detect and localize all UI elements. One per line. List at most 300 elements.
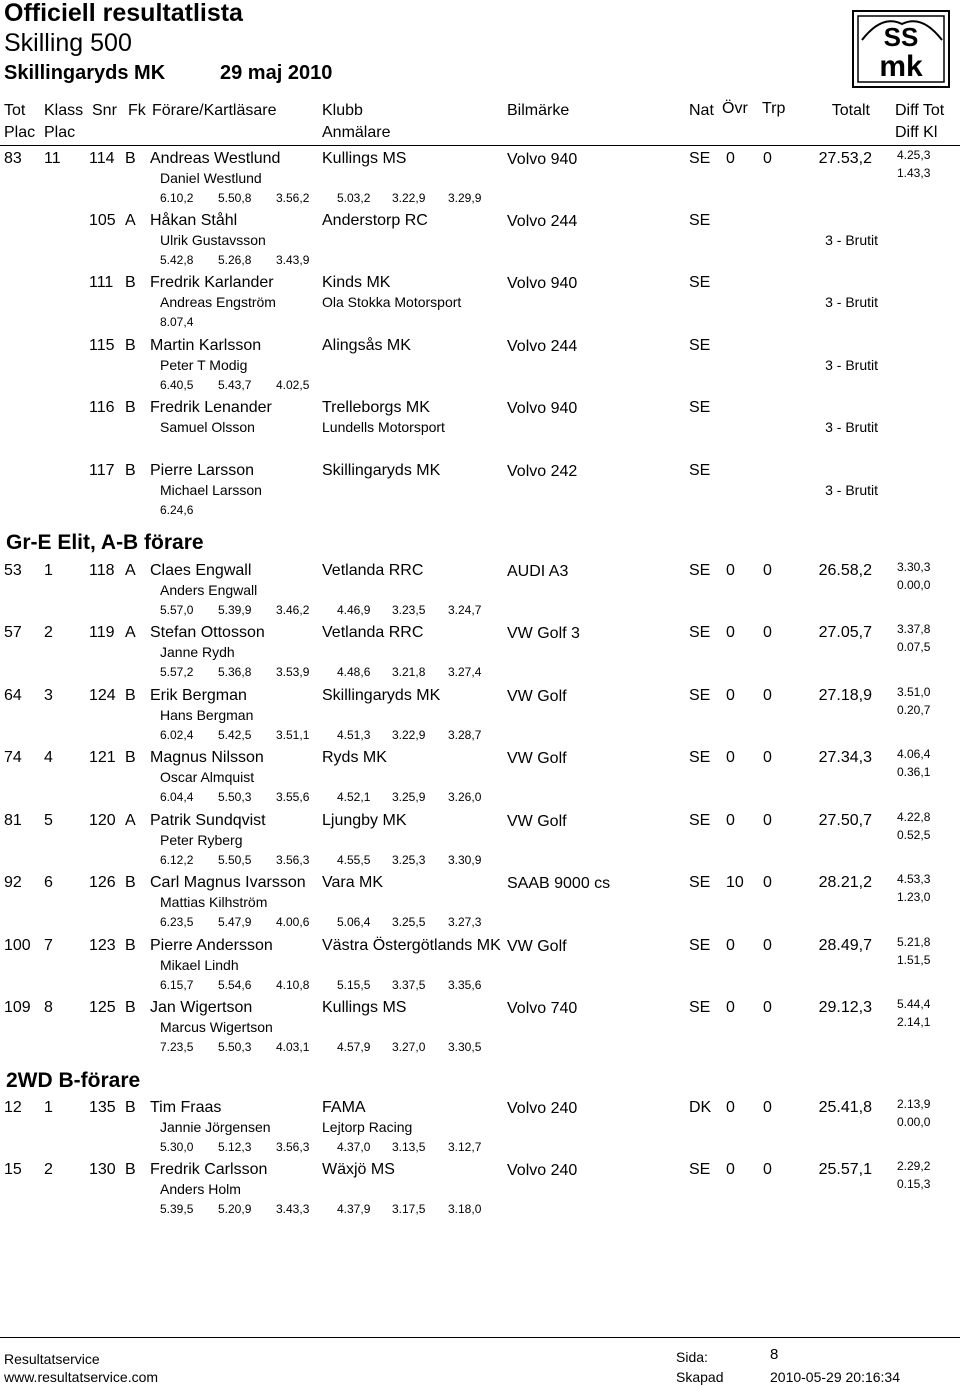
stage-time: 3.13,5	[392, 1140, 426, 1154]
start-number: 105	[89, 212, 116, 229]
total-place: 12	[4, 1099, 22, 1116]
start-number: 120	[89, 812, 116, 829]
stage-time: 5.50,3	[218, 790, 252, 804]
start-number: 118	[89, 562, 115, 579]
driver-name: Magnus Nilsson	[150, 749, 264, 766]
diff-class: 0.00,0	[897, 578, 931, 592]
codriver-name: Marcus Wigertson	[160, 1019, 273, 1035]
stage-time: 5.47,9	[218, 915, 252, 929]
stage-time: 3.26,0	[448, 790, 482, 804]
diff-total: 2.13,9	[897, 1097, 931, 1111]
car-model: Volvo 240	[507, 1162, 578, 1179]
trp-value: 0	[763, 812, 772, 829]
car-model: VW Golf	[507, 938, 567, 955]
trp-value: 0	[763, 1099, 772, 1116]
stage-time: 3.55,6	[276, 790, 310, 804]
class-place: 2	[44, 624, 53, 641]
stage-time: 3.30,9	[448, 853, 482, 867]
fk-code: B	[125, 687, 136, 704]
total-time: 28.49,7	[818, 937, 872, 954]
nationality: SE	[689, 399, 711, 416]
class-place: 1	[44, 562, 53, 579]
stage-time: 5.39,9	[218, 603, 252, 617]
nationality: SE	[689, 812, 711, 829]
club-name: Skillingaryds MK	[322, 687, 441, 704]
nationality: SE	[689, 999, 711, 1016]
trp-value: 0	[763, 999, 772, 1016]
stage-time: 5.50,8	[218, 191, 252, 205]
stage-time: 3.56,3	[276, 853, 310, 867]
total-time: 29.12,3	[818, 999, 872, 1016]
club-name: Kullings MS	[322, 150, 407, 167]
stage-time: 6.04,4	[160, 790, 194, 804]
fk-code: B	[125, 749, 136, 766]
stage-time: 4.37,0	[337, 1140, 371, 1154]
total-place: 100	[4, 937, 31, 954]
total-place: 81	[4, 812, 22, 829]
total-time: 27.05,7	[818, 624, 872, 641]
driver-name: Jan Wigertson	[150, 999, 253, 1016]
footer-skapad-value: 2010-05-29 20:16:34	[770, 1369, 900, 1385]
codriver-name: Michael Larsson	[160, 482, 262, 498]
event-name: Skilling 500	[4, 29, 132, 57]
club-name: Ryds MK	[322, 749, 387, 766]
club-name: Vara MK	[322, 874, 384, 891]
codriver-name: Anders Holm	[160, 1181, 241, 1197]
stage-time: 3.25,3	[392, 853, 426, 867]
nationality: SE	[689, 874, 711, 891]
footer-service: Resultatservice	[4, 1351, 100, 1367]
entrant-name: Lejtorp Racing	[322, 1119, 413, 1135]
diff-total: 4.53,3	[897, 872, 931, 886]
driver-name: Claes Engwall	[150, 562, 252, 579]
diff-total: 3.30,3	[897, 560, 931, 574]
class-place: 6	[44, 874, 53, 891]
club-logo	[852, 10, 950, 88]
fk-code: A	[125, 812, 136, 829]
driver-name: Fredrik Karlander	[150, 274, 274, 291]
codriver-name: Hans Bergman	[160, 707, 254, 723]
nationality: SE	[689, 562, 711, 579]
total-time: 27.50,7	[818, 812, 872, 829]
fk-code: B	[125, 399, 136, 416]
codriver-name: Ulrik Gustavsson	[160, 232, 266, 248]
trp-value: 0	[763, 687, 772, 704]
trp-value: 0	[763, 562, 772, 579]
car-model: Volvo 940	[507, 400, 578, 417]
stage-time: 3.22,9	[392, 191, 426, 205]
col-diffkl: Diff Kl	[895, 124, 938, 141]
car-model: VW Golf	[507, 688, 567, 705]
stage-time: 3.29,9	[448, 191, 482, 205]
stage-time: 4.10,8	[276, 978, 310, 992]
total-place: 57	[4, 624, 22, 641]
start-number: 135	[89, 1099, 116, 1116]
club-name: Trelleborgs MK	[322, 399, 430, 416]
stage-time: 4.02,5	[276, 378, 310, 392]
diff-class: 0.07,5	[897, 640, 931, 654]
diff-class: 0.52,5	[897, 828, 931, 842]
diff-class: 1.51,5	[897, 953, 931, 967]
stage-time: 4.55,5	[337, 853, 371, 867]
class-place: 8	[44, 999, 53, 1016]
stage-time: 4.52,1	[337, 790, 371, 804]
stage-time: 3.21,8	[392, 665, 426, 679]
total-time: 28.21,2	[818, 874, 872, 891]
col-bilmarke: Bilmärke	[507, 102, 570, 119]
start-number: 126	[89, 874, 116, 891]
nationality: SE	[689, 687, 711, 704]
start-number: 124	[89, 687, 116, 704]
class-place: 11	[44, 150, 61, 167]
diff-class: 0.15,3	[897, 1177, 931, 1191]
stage-time: 5.15,5	[337, 978, 371, 992]
page-title: Officiell resultatlista	[4, 0, 243, 27]
col-ovr: Övr	[722, 100, 748, 117]
fk-code: B	[125, 274, 136, 291]
col-difftot: Diff Tot	[895, 102, 945, 119]
stage-time: 3.23,5	[392, 603, 426, 617]
diff-class: 1.43,3	[897, 166, 931, 180]
club-name: Ljungby MK	[322, 812, 407, 829]
stage-time: 4.00,6	[276, 915, 310, 929]
col-trp: Trp	[762, 100, 786, 117]
nationality: SE	[689, 624, 711, 641]
trp-value: 0	[763, 937, 772, 954]
start-number: 115	[89, 337, 115, 354]
driver-name: Martin Karlsson	[150, 337, 262, 354]
nationality: SE	[689, 749, 711, 766]
stage-time: 3.25,5	[392, 915, 426, 929]
col-anmalare: Anmälare	[322, 124, 391, 141]
stage-time: 3.43,9	[276, 253, 310, 267]
stage-time: 5.50,3	[218, 1040, 252, 1054]
stage-time: 3.24,7	[448, 603, 482, 617]
nationality: DK	[689, 1099, 712, 1116]
group-title: Gr-E Elit, A-B förare	[6, 531, 204, 554]
organizer-club: Skillingaryds MK	[4, 62, 166, 84]
col-plac-tot: Plac	[4, 124, 36, 141]
club-name: Kullings MS	[322, 999, 407, 1016]
svg-text:mk: mk	[879, 50, 923, 83]
fk-code: B	[125, 462, 136, 479]
trp-value: 0	[763, 624, 772, 641]
fk-code: A	[125, 624, 136, 641]
total-place: 92	[4, 874, 22, 891]
col-plac-klass: Plac	[44, 124, 76, 141]
ovr-value: 0	[726, 562, 735, 579]
start-number: 121	[89, 749, 116, 766]
header-divider	[0, 145, 960, 146]
stage-time: 6.15,7	[160, 978, 194, 992]
total-place: 64	[4, 687, 22, 704]
nationality: SE	[689, 937, 711, 954]
car-model: SAAB 9000 cs	[507, 875, 611, 892]
start-number: 123	[89, 937, 116, 954]
footer-sida-value: 8	[770, 1346, 779, 1363]
col-tot: Tot	[4, 102, 26, 119]
ovr-value: 0	[726, 812, 735, 829]
stage-time: 8.07,4	[160, 315, 194, 329]
stage-time: 5.03,2	[337, 191, 371, 205]
diff-total: 4.06,4	[897, 747, 931, 761]
driver-name: Pierre Andersson	[150, 937, 273, 954]
start-number: 130	[89, 1161, 116, 1178]
ovr-value: 10	[726, 874, 744, 891]
car-model: VW Golf 3	[507, 625, 580, 642]
col-snr: Snr	[92, 102, 117, 119]
club-name: Anderstorp RC	[322, 212, 428, 229]
fk-code: A	[125, 212, 136, 229]
stage-time: 6.02,4	[160, 728, 194, 742]
stage-time: 5.06,4	[337, 915, 371, 929]
trp-value: 0	[763, 150, 772, 167]
stage-time: 5.54,6	[218, 978, 252, 992]
start-number: 117	[89, 462, 115, 479]
ovr-value: 0	[726, 1099, 735, 1116]
stage-time: 5.20,9	[218, 1202, 252, 1216]
stage-time: 4.37,9	[337, 1202, 371, 1216]
fk-code: B	[125, 874, 136, 891]
stage-time: 3.27,0	[392, 1040, 426, 1054]
trp-value: 0	[763, 749, 772, 766]
stage-time: 3.22,9	[392, 728, 426, 742]
ovr-value: 0	[726, 624, 735, 641]
entrant-name: Ola Stokka Motorsport	[322, 294, 462, 310]
ovr-value: 0	[726, 937, 735, 954]
stage-time: 3.37,5	[392, 978, 426, 992]
total-place: 15	[4, 1161, 22, 1178]
car-model: Volvo 940	[507, 151, 578, 168]
status-badge: 3 - Brutit	[825, 419, 878, 435]
stage-time: 4.51,3	[337, 728, 371, 742]
driver-name: Andreas Westlund	[150, 150, 281, 167]
stage-time: 6.23,5	[160, 915, 194, 929]
entrant-name: Lundells Motorsport	[322, 419, 445, 435]
total-place: 109	[4, 999, 31, 1016]
trp-value: 0	[763, 1161, 772, 1178]
footer-sida-label: Sida:	[676, 1349, 708, 1365]
driver-name: Pierre Larsson	[150, 462, 255, 479]
stage-time: 7.23,5	[160, 1040, 194, 1054]
codriver-name: Jannie Jörgensen	[160, 1119, 271, 1135]
status-badge: 3 - Brutit	[825, 294, 878, 310]
club-name: Vetlanda RRC	[322, 562, 424, 579]
diff-total: 5.44,4	[897, 997, 931, 1011]
footer-skapad-label: Skapad	[676, 1369, 724, 1385]
class-place: 4	[44, 749, 53, 766]
codriver-name: Andreas Engström	[160, 294, 276, 310]
stage-time: 5.12,3	[218, 1140, 252, 1154]
start-number: 119	[89, 624, 115, 641]
diff-total: 4.25,3	[897, 148, 931, 162]
car-model: Volvo 740	[507, 1000, 578, 1017]
codriver-name: Mattias Kilhström	[160, 894, 268, 910]
stage-time: 3.56,2	[276, 191, 310, 205]
ovr-value: 0	[726, 687, 735, 704]
ovr-value: 0	[726, 150, 735, 167]
driver-name: Stefan Ottosson	[150, 624, 265, 641]
nationality: SE	[689, 1161, 711, 1178]
col-klass: Klass	[44, 102, 84, 119]
fk-code: B	[125, 150, 136, 167]
club-name: Wäxjö MS	[322, 1161, 395, 1178]
driver-name: Fredrik Carlsson	[150, 1161, 268, 1178]
diff-total: 3.51,0	[897, 685, 931, 699]
codriver-name: Samuel Olsson	[160, 419, 255, 435]
stage-time: 5.42,5	[218, 728, 252, 742]
stage-time: 5.39,5	[160, 1202, 194, 1216]
stage-time: 5.36,8	[218, 665, 252, 679]
ovr-value: 0	[726, 749, 735, 766]
car-model: Volvo 244	[507, 213, 578, 230]
nationality: SE	[689, 462, 711, 479]
group-title: 2WD B-förare	[6, 1069, 141, 1092]
codriver-name: Daniel Westlund	[160, 170, 262, 186]
nationality: SE	[689, 212, 711, 229]
stage-time: 3.51,1	[276, 728, 310, 742]
col-nat: Nat	[689, 102, 714, 119]
stage-time: 6.12,2	[160, 853, 194, 867]
fk-code: B	[125, 1099, 136, 1116]
stage-time: 5.30,0	[160, 1140, 194, 1154]
nationality: SE	[689, 274, 711, 291]
stage-time: 6.24,6	[160, 503, 194, 517]
col-forare: Förare/Kartläsare	[152, 102, 277, 119]
start-number: 114	[89, 150, 115, 167]
codriver-name: Peter Ryberg	[160, 832, 243, 848]
car-model: AUDI A3	[507, 563, 569, 580]
stage-time: 6.40,5	[160, 378, 194, 392]
diff-class: 0.20,7	[897, 703, 931, 717]
driver-name: Fredrik Lenander	[150, 399, 272, 416]
class-place: 7	[44, 937, 53, 954]
stage-time: 5.57,0	[160, 603, 194, 617]
stage-time: 4.03,1	[276, 1040, 310, 1054]
total-place: 83	[4, 150, 22, 167]
diff-class: 0.36,1	[897, 765, 931, 779]
total-time: 27.18,9	[818, 687, 872, 704]
stage-time: 4.48,6	[337, 665, 371, 679]
class-place: 3	[44, 687, 53, 704]
stage-time: 3.43,3	[276, 1202, 310, 1216]
stage-time: 4.57,9	[337, 1040, 371, 1054]
col-totalt: Totalt	[831, 102, 870, 119]
trp-value: 0	[763, 874, 772, 891]
car-model: VW Golf	[507, 750, 567, 767]
total-time: 25.57,1	[818, 1161, 872, 1178]
fk-code: B	[125, 337, 136, 354]
stage-time: 3.56,3	[276, 1140, 310, 1154]
total-time: 25.41,8	[818, 1099, 872, 1116]
class-place: 2	[44, 1161, 53, 1178]
codriver-name: Peter T Modig	[160, 357, 248, 373]
stage-time: 3.25,9	[392, 790, 426, 804]
stage-time: 3.27,3	[448, 915, 482, 929]
footer-divider	[0, 1337, 960, 1338]
car-model: Volvo 244	[507, 338, 578, 355]
total-place: 53	[4, 562, 22, 579]
club-name: Kinds MK	[322, 274, 391, 291]
start-number: 111	[89, 274, 114, 291]
diff-total: 5.21,8	[897, 935, 931, 949]
stage-time: 3.12,7	[448, 1140, 482, 1154]
stage-time: 3.17,5	[392, 1202, 426, 1216]
stage-time: 3.53,9	[276, 665, 310, 679]
codriver-name: Mikael Lindh	[160, 957, 239, 973]
col-fk: Fk	[128, 102, 146, 119]
stage-time: 3.35,6	[448, 978, 482, 992]
ovr-value: 0	[726, 999, 735, 1016]
driver-name: Patrik Sundqvist	[150, 812, 266, 829]
diff-class: 2.14,1	[897, 1015, 931, 1029]
diff-class: 1.23,0	[897, 890, 931, 904]
car-model: Volvo 240	[507, 1100, 578, 1117]
stage-time: 3.30,5	[448, 1040, 482, 1054]
svg-text:SS: SS	[883, 22, 919, 52]
club-name: Vetlanda RRC	[322, 624, 424, 641]
fk-code: A	[125, 562, 136, 579]
class-place: 5	[44, 812, 53, 829]
club-name: FAMA	[322, 1099, 366, 1116]
driver-name: Erik Bergman	[150, 687, 247, 704]
stage-time: 5.43,7	[218, 378, 252, 392]
codriver-name: Oscar Almquist	[160, 769, 255, 785]
total-place: 74	[4, 749, 22, 766]
col-klubb: Klubb	[322, 102, 363, 119]
car-model: Volvo 940	[507, 275, 578, 292]
total-time: 27.53,2	[818, 150, 872, 167]
status-badge: 3 - Brutit	[825, 482, 878, 498]
car-model: VW Golf	[507, 813, 567, 830]
class-place: 1	[44, 1099, 53, 1116]
ovr-value: 0	[726, 1161, 735, 1178]
codriver-name: Anders Engwall	[160, 582, 258, 598]
nationality: SE	[689, 150, 711, 167]
event-date: 29 maj 2010	[220, 62, 333, 84]
diff-total: 4.22,8	[897, 810, 931, 824]
driver-name: Håkan Ståhl	[150, 212, 238, 229]
club-name: Västra Östergötlands MK	[322, 937, 501, 954]
driver-name: Carl Magnus Ivarsson	[150, 874, 306, 891]
stage-time: 4.46,9	[337, 603, 371, 617]
fk-code: B	[125, 937, 136, 954]
total-time: 26.58,2	[818, 562, 872, 579]
nationality: SE	[689, 337, 711, 354]
diff-total: 2.29,2	[897, 1159, 931, 1173]
total-time: 27.34,3	[818, 749, 872, 766]
start-number: 125	[89, 999, 116, 1016]
car-model: Volvo 242	[507, 463, 578, 480]
stage-time: 3.28,7	[448, 728, 482, 742]
diff-class: 0.00,0	[897, 1115, 931, 1129]
fk-code: B	[125, 1161, 136, 1178]
stage-time: 5.57,2	[160, 665, 194, 679]
stage-time: 5.26,8	[218, 253, 252, 267]
stage-time: 3.46,2	[276, 603, 310, 617]
status-badge: 3 - Brutit	[825, 357, 878, 373]
stage-time: 5.42,8	[160, 253, 194, 267]
fk-code: B	[125, 999, 136, 1016]
stage-time: 3.18,0	[448, 1202, 482, 1216]
driver-name: Tim Fraas	[150, 1099, 222, 1116]
club-name: Skillingaryds MK	[322, 462, 441, 479]
footer-url[interactable]: www.resultatservice.com	[4, 1369, 159, 1385]
status-badge: 3 - Brutit	[825, 232, 878, 248]
diff-total: 3.37,8	[897, 622, 931, 636]
stage-time: 5.50,5	[218, 853, 252, 867]
start-number: 116	[89, 399, 115, 416]
